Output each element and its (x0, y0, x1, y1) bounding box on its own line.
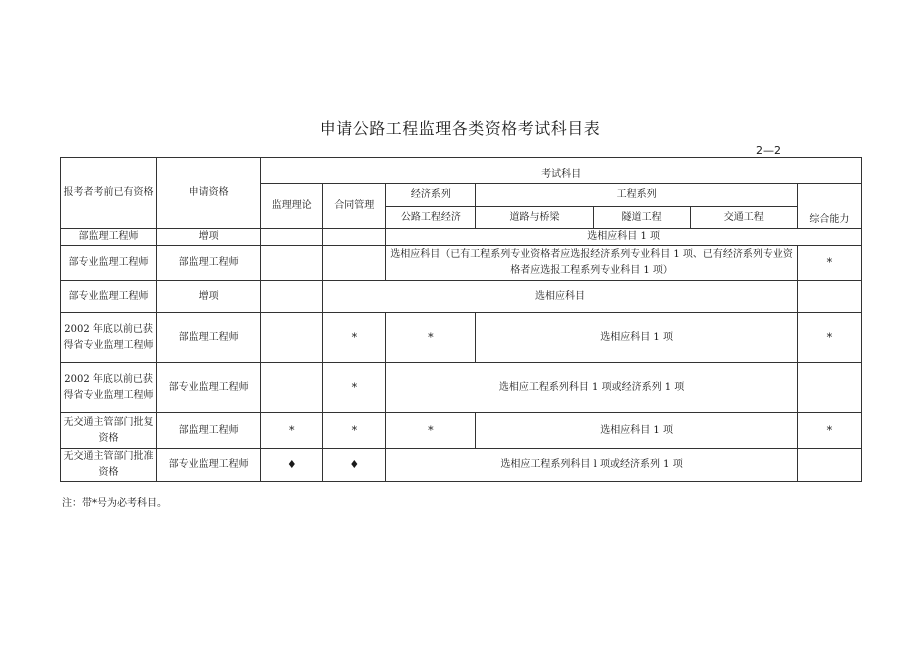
header-supervision-theory: 监理理论 (261, 184, 323, 229)
cell-theory (261, 313, 323, 363)
cell-comprehensive: * (797, 313, 861, 363)
table-row (61, 449, 862, 482)
header-exam-subjects: 考试科目 (261, 158, 862, 184)
cell-span-subjects: 选相应科目 (323, 281, 798, 313)
cell-span-subjects: 选相应工程系列科目 1 项或经济系列 1 项 (386, 363, 797, 413)
cell-theory (261, 281, 323, 313)
cell-contract: * (323, 363, 386, 413)
exam-subjects-table (60, 157, 862, 482)
cell-existing: 2002 年底以前已获得省专业监理工程师 (61, 363, 157, 413)
cell-comprehensive (797, 449, 861, 482)
header-comprehensive: 综合能力 (797, 184, 861, 229)
header-road-bridge: 道路与桥梁 (476, 207, 593, 229)
header-economic-series: 经济系列 (386, 184, 476, 207)
cell-existing: 部监理工程师 (61, 229, 157, 246)
table-row (61, 413, 862, 449)
cell-theory (261, 229, 323, 246)
cell-theory: * (261, 413, 323, 449)
table-row (61, 313, 862, 363)
cell-span-subjects: 选相应科目 1 项 (476, 413, 797, 449)
header-contract-management: 合同管理 (323, 184, 386, 229)
cell-economic: * (386, 313, 476, 363)
cell-apply: 部监理工程师 (157, 313, 261, 363)
cell-economic: * (386, 413, 476, 449)
cell-theory (261, 363, 323, 413)
cell-span-subjects: 选相应工程系列科目 l 项或经济系列 1 项 (386, 449, 797, 482)
table-row (61, 229, 862, 246)
cell-apply: 部专业监理工程师 (157, 449, 261, 482)
table-row (61, 246, 862, 281)
header-apply-qualification: 申请资格 (157, 158, 261, 229)
table-number: 2—2 (756, 144, 781, 157)
table-row (61, 363, 862, 413)
cell-existing: 无交通主管部门批复资格 (61, 413, 157, 449)
cell-theory (261, 246, 323, 281)
header-applicant-existing: 报考者考前已有资格 (61, 158, 157, 229)
cell-comprehensive (797, 363, 861, 413)
cell-span-subjects: 选相应科目（已有工程系列专业资格者应选报经济系列专业科目 1 项、已有经济系列专业资格者应选报工程系列专业科目 1 项） (386, 246, 797, 281)
cell-span-subjects: 选相应科目 1 项 (386, 229, 862, 246)
cell-existing: 部专业监理工程师 (61, 246, 157, 281)
header-highway-economics: 公路工程经济 (386, 207, 476, 229)
cell-existing: 无交通主管部门批准资格 (61, 449, 157, 482)
cell-comprehensive: * (797, 246, 861, 281)
cell-apply: 部监理工程师 (157, 413, 261, 449)
cell-comprehensive: * (797, 413, 861, 449)
cell-contract: * (323, 313, 386, 363)
cell-theory: ♦ (261, 449, 323, 482)
cell-existing: 2002 年底以前已获得省专业监理工程师 (61, 313, 157, 363)
header-tunnel: 隧道工程 (593, 207, 690, 229)
header-traffic: 交通工程 (690, 207, 797, 229)
cell-contract: ♦ (323, 449, 386, 482)
cell-span-subjects: 选相应科目 1 项 (476, 313, 797, 363)
header-engineering-series: 工程系列 (476, 184, 797, 207)
cell-apply: 增项 (157, 229, 261, 246)
cell-contract (323, 246, 386, 281)
cell-comprehensive (797, 281, 861, 313)
cell-existing: 部专业监理工程师 (61, 281, 157, 313)
cell-contract (323, 229, 386, 246)
cell-apply: 部监理工程师 (157, 246, 261, 281)
cell-apply: 增项 (157, 281, 261, 313)
cell-apply: 部专业监理工程师 (157, 363, 261, 413)
footnote: 注：带*号为必考科目。 (62, 498, 167, 509)
table-row (61, 281, 862, 313)
document-title: 申请公路工程监理各类资格考试科目表 (319, 119, 601, 138)
cell-contract: * (323, 413, 386, 449)
